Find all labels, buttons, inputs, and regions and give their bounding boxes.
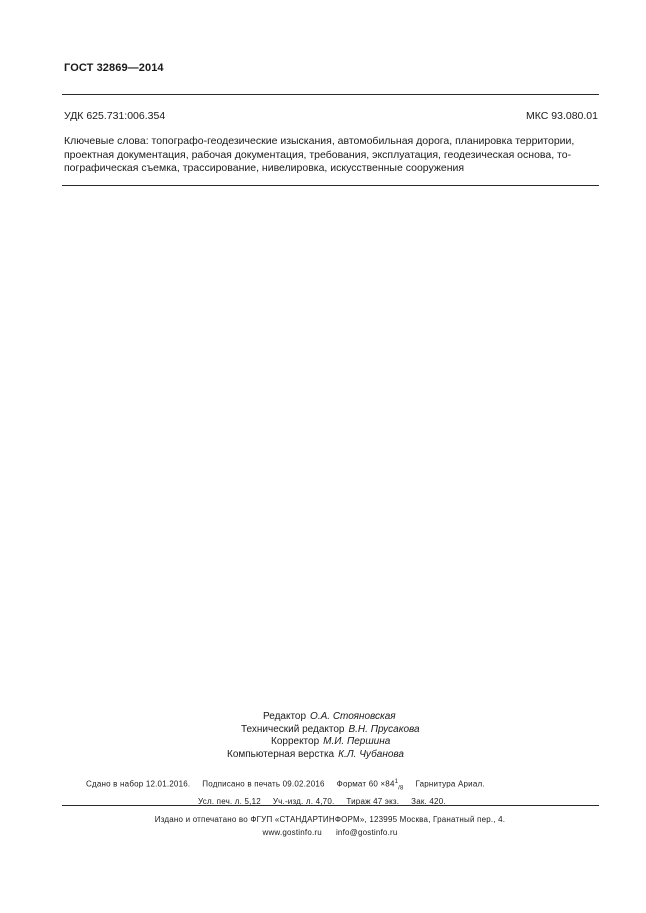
print-info	[86, 776, 485, 808]
credit-role: Корректор	[271, 736, 320, 747]
edition-sheets: Уч.-изд. л. 4,70.	[272, 797, 335, 807]
credit-person: О.А. Стояновская	[310, 711, 396, 722]
website-link[interactable]: www.gostinfo.ru	[262, 828, 322, 837]
font-name: Гарнитура Ариал.	[415, 779, 485, 789]
print-run: Тираж 47 экз.	[346, 797, 400, 807]
credit-proofreader	[180, 736, 480, 749]
standard-code: ГОСТ 32869—2014	[64, 62, 164, 74]
printed-sheets: Усл. печ. л. 5,12	[198, 797, 261, 807]
top-divider	[62, 94, 599, 95]
udk-code: УДК 625.731:006.354	[64, 110, 166, 122]
keywords-paragraph	[64, 135, 600, 176]
credit-role: Технический редактор	[241, 723, 345, 735]
print-info-line	[86, 776, 485, 795]
credit-tech-editor	[180, 724, 480, 737]
keywords-line: пографическая съемка, трассирование, нивелировка, искусственные сооружения	[64, 162, 465, 174]
print-info-line	[86, 795, 485, 808]
credit-person: М.И. Першина	[323, 736, 391, 747]
credits-block	[180, 711, 480, 761]
keywords-divider	[62, 185, 599, 186]
email-link[interactable]: info@gostinfo.ru	[335, 828, 398, 837]
format-subscript: /8	[398, 785, 404, 792]
bottom-divider	[62, 805, 599, 806]
keywords-line: Ключевые слова: топографо-геодезические изыскания, автомобильная дорога, планировка территории,	[64, 135, 575, 147]
publisher-line: Издано и отпечатано во ФГУП «СТАНДАРТИНФОРМ», 123995 Москва, Гранатный пер., 4.	[154, 815, 506, 824]
signed-date: Подписано в печать 09.02.2016	[202, 779, 325, 789]
publisher-info	[0, 813, 646, 839]
credit-role: Компьютерная верстка	[227, 748, 335, 760]
credit-layout	[180, 749, 480, 762]
submitted-date: Сдано в набор 12.01.2016.	[86, 779, 191, 789]
publisher-links	[0, 826, 646, 839]
paper-format: Формат 60 ×84	[336, 779, 395, 789]
mks-code: МКС 93.080.01	[526, 110, 598, 122]
order-number: Зак. 420.	[411, 797, 446, 807]
credit-person: К.Л. Чубанова	[338, 748, 404, 760]
format-superscript: 1	[394, 779, 399, 785]
credit-editor	[180, 711, 480, 724]
credit-person: В.Н. Прусакова	[348, 723, 420, 735]
credit-role: Редактор	[263, 711, 307, 722]
keywords-line: проектная документация, рабочая документация, требования, эксплуатация, геодезическая основа, то-	[64, 148, 572, 161]
